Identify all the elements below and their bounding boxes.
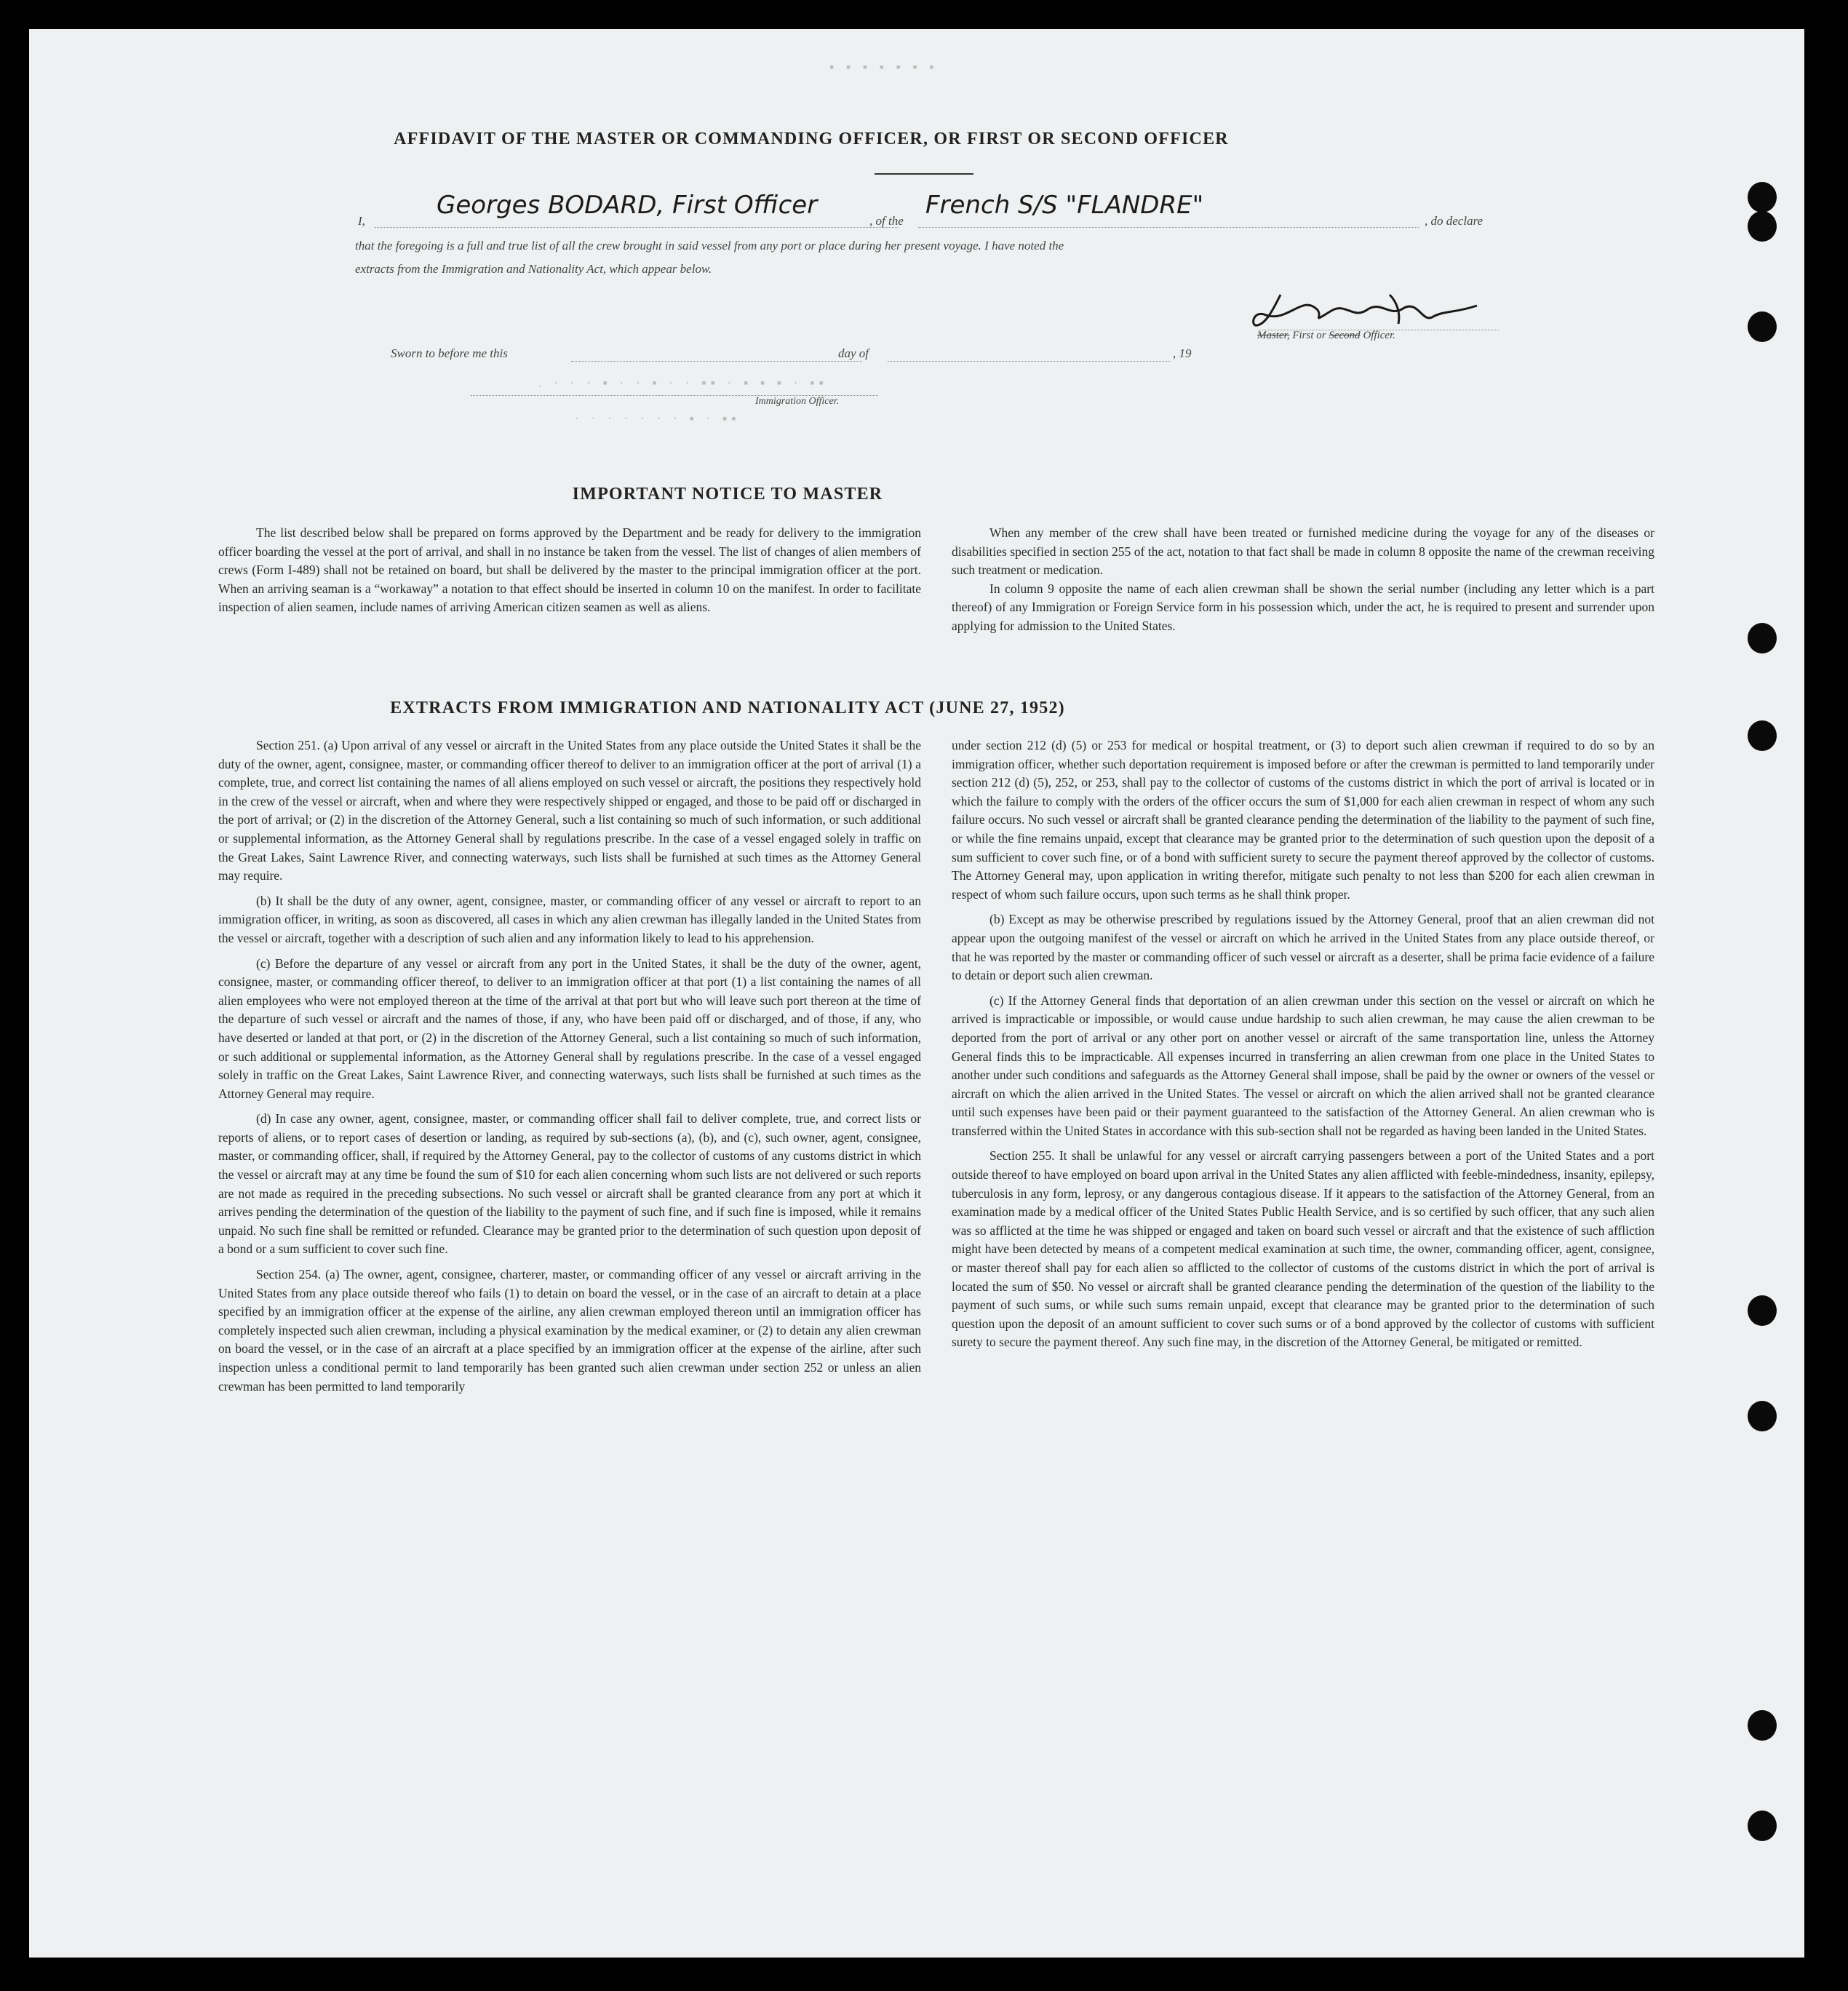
sworn-month-line: [888, 361, 1170, 362]
immigration-officer-label: Immigration Officer.: [755, 396, 840, 407]
vessel-handwritten: French S/S "FLANDRE": [925, 191, 1204, 220]
do-declare-label: , do declare: [1425, 214, 1483, 228]
notice-right-column: [952, 524, 1654, 643]
extracts-left-column: [218, 736, 921, 1402]
binder-hole: [1748, 1811, 1777, 1841]
declaration-prefix: I,: [358, 214, 365, 228]
extracts-right-column: [952, 736, 1654, 1359]
binder-hole: [1748, 1710, 1777, 1741]
vessel-line: [918, 227, 1419, 228]
first-or: First or: [1292, 330, 1326, 341]
section-254-c: (c) If the Attorney General finds that deportation of an alien crewman under this section on the vessel or aircraft on which he arrived is impracticable or impossible, or would cause undue hardship to such alien crewman, he may cause the alien crewman to be deported from the port of arrival or any other port on another vessel or aircraft of the same transportation line, unless the Attorney General finds this to be impracticable. All expenses incurred in transferring an alien crewman from one place in the United States to another under such conditions and safeguards as the Attorney General shall impose, shall be paid by the owner or owners of the vessel or aircraft on which the alien arrived in the United States. The vessel or aircraft on which the alien arrived shall not be granted clearance until such expenses have been paid or their payment guaranteed to the satisfaction of the Attorney General. An alien crewman who is transferred within the United States in accordance with this sub-section shall not be regarded as having been landed in the United States.: [952, 993, 1654, 1138]
document-page: [29, 29, 1804, 1958]
binder-hole: [1748, 211, 1777, 242]
sworn-text: Sworn to before me this: [391, 346, 508, 360]
struck-second: Second: [1329, 330, 1361, 341]
section-254-b: (b) Except as may be otherwise prescribed by regulations issued by the Attorney General, proof that an alien crewman did not appear upon the outgoing manifest of the vessel or aircraft on which he arrived in the United States from any place outside thereof, or that he was reported by the master or commanding officer of such vessel or aircraft as a deserter, shall be prima facie evidence of a failure to detain or deport such alien crewman.: [952, 912, 1654, 983]
show-through-marks: ▪ ▪ ▪ ▪ ▪ ▪ ▪: [829, 60, 939, 74]
binder-hole: [1748, 1295, 1777, 1326]
title-underline: [875, 173, 973, 175]
section-254-a-cont: under section 212 (d) (5) or 253 for medical or hospital treatment, or (3) to deport such alien crewman if required to do so by an immigration officer, whether such deportation requirement is imposed before or after the crewman is permitted to land temporarily under section 212 (d) (5), 252, or 253, shall pay to the collector of customs of the customs district in which the port of arrival is located or in which the failure to comply with the orders of the officer occurs the sum of $1,000 for each alien crewman in respect of whom any such failure occurs. No such vessel or aircraft shall be granted clearance pending the determination of the liability to the payment of such fine, or while the fine remains unpaid, except that clearance may be granted prior to the determination of such question upon the deposit of a sum sufficient to cover such fine, or of a bond with sufficient surety to secure the payment thereof approved by the collector of customs. The Attorney General may, upon application in writing therefor, mitigate such penalty to not less than $200 for each alien crewman in respect of whom such failure occurs, upon such terms as he shall think proper.: [952, 738, 1654, 902]
notice-left-paragraph: The list described below shall be prepared on forms approved by the Department and be ready for delivery to the immigration officer boarding the vessel at the port of arrival, and shall in no instance be taken from the vessel. The list of changes of alien members of crews (Form I-489) shall not be retained on board, but shall be delivered by the master to the principal immigration officer at the port. When an arriving seaman is a “workaway” a notation to that effect should be inserted in column 10 on the manifest. In order to facilitate inspection of alien seamen, include names of arriving American citizen seamen as well as aliens.: [218, 525, 921, 615]
section-255: Section 255. It shall be unlawful for any vessel or aircraft carrying passengers between a port of the United States and a port outside thereof to have employed on board upon arrival in the United States any alien afflicted with feeble-mindedness, insanity, epilepsy, tuberculosis in any form, leprosy, or any dangerous contagious disease. If it appears to the satisfaction of the Attorney General, from an examination made by a medical officer of the United States Public Health Service, and is so certified by such officer, that any such alien was so afflicted at the time he was shipped or engaged and taken on board such vessel or aircraft and that the existence of such affliction might have been detected by means of a competent medical examination at such time, the owner, commanding officer, agent, consignee, or master thereof shall pay for each alien so afflicted to the collector of customs of the customs district in which the port of arrival is located the sum of $50. No vessel or aircraft shall be granted clearance pending the determination of the question of the liability to the payment of such sums, or while such sums remain unpaid, except that clearance may be granted prior to the determination of such question upon the deposit of an amount sufficient to cover such sums or of a bond approved by the collector of customs with sufficient surety to secure the payment thereof. Any such fine may, in the discretion of the Attorney General, be mitigated or remitted.: [952, 1148, 1654, 1350]
affidavit-title: AFFIDAVIT OF THE MASTER OR COMMANDING OFFICER, OR FIRST OR SECOND OFFICER: [394, 130, 1229, 148]
officer-word: Officer.: [1363, 330, 1396, 341]
declaration-line-3: extracts from the Immigration and Nationality Act, which appear below.: [355, 262, 712, 276]
section-251-b: (b) It shall be the duty of any owner, agent, consignee, master, or commanding officer of any vessel or aircraft to report to an immigration officer, in writing, as soon as discovered, all cases in which any alien crewman has illegally landed in the United States from the vessel or aircraft, together with a description of such alien and any information likely to lead to his apprehension.: [218, 893, 921, 945]
binder-hole: [1748, 623, 1777, 653]
year-label: , 19: [1173, 346, 1192, 360]
section-251-c: (c) Before the departure of any vessel or aircraft from any port in the United States, it shall be the duty of the owner, agent, consignee, master, or commanding officer thereof, to deliver to an immigration officer at that port (1) a list containing the names of all alien employees who were not employed thereon at the time of the arrival at that port but who will leave such port thereon at the time of the departure of such vessel or aircraft and the names of those, if any, who have been paid off or discharged, and of those, if any, who have deserted or landed at that port, or (2) in the discretion of the Attorney General, such a list containing so much of such information, or such additional or supplemental information, as the Attorney General shall by regulations prescribe. In the case of a vessel engaged solely in traffic on the Great Lakes, Saint Lawrence River, and connecting waterways, such lists shall be furnished at such times as the Attorney General may require.: [218, 955, 921, 1101]
of-the-label: , of the: [869, 214, 904, 228]
binder-hole: [1748, 720, 1777, 751]
notice-right-paragraph-1: When any member of the crew shall have been treated or furnished medicine during the voyage for any of the diseases or disabilities specified in section 255 of the act, notation to that fact shall be made in column 8 opposite the name of the crewman receiving such treatment or medication.: [952, 525, 1654, 578]
section-251-d: (d) In case any owner, agent, consignee, master, or commanding officer shall fail to deliver complete, true, and correct lists or reports of aliens, or to report cases of desertion or landing, as required by sub-sections (a), (b), and (c), such owner, agent, consignee, master, or commanding officer, shall, if required by the Attorney General, pay to the collector of customs of any customs district in which the vessel or aircraft may at any time be found the sum of $10 for each alien concerning whom such lists are not delivered or such reports are not made as required in the preceding subsections. No such vessel or aircraft shall be granted clearance from any port at which it arrives pending the determination of the question of the liability to the payment of such fine, and if such fine is imposed, while it remains unpaid. No such fine shall be remitted or refunded. Clearance may be granted prior to the determination of such question upon deposit of a bond or a sum sufficient to cover such fine.: [218, 1111, 921, 1257]
sworn-day-line: [571, 361, 862, 362]
signature-caption: [1257, 330, 1395, 342]
notice-title: IMPORTANT NOTICE TO MASTER: [572, 485, 883, 504]
section-254-a: Section 254. (a) The owner, agent, consignee, charterer, master, or commanding officer of any vessel or aircraft arriving in the United States from any place outside thereof who fails (1) to detain on board the vessel, or in the case of an aircraft to detain at a place specified by an immigration officer at the expense of the airline, any alien crewman employed thereon until an immigration officer has completely inspected such alien crewman, including a physical examination by the medical examiner, or (2) to detain any alien crewman on board the vessel, or in the case of an aircraft at a place specified by an immigration officer at the expense of the airline, after such inspection unless a conditional permit to land temporarily has been granted such alien crewman under section 252 or unless an alien crewman has been permitted to land temporarily: [218, 1267, 921, 1394]
struck-master: Master,: [1257, 330, 1290, 341]
notice-right-paragraph-2: In column 9 opposite the name of each alien crewman shall be shown the serial number (including any letter which is a part thereof) of any Immigration or Foreign Service form in his possession which, under the act, he is required to present and surrender upon applying for admission to the United States.: [952, 581, 1654, 633]
name-line: [375, 227, 899, 228]
show-through-row: . · · · ▪ · · ▪ · · ▪▪ · ▪ ▪ ▪ · ▪▪: [538, 375, 828, 390]
binder-hole: [1748, 311, 1777, 342]
officer-name-handwritten: Georges BODARD, First Officer: [437, 191, 818, 220]
extracts-title: EXTRACTS FROM IMMIGRATION AND NATIONALITY ACT (JUNE 27, 1952): [390, 699, 1065, 718]
declaration-line-2: that the foregoing is a full and true list of all the crew brought in said vessel from any port or place during her present voyage. I have noted the: [355, 239, 1064, 253]
notice-left-column: [218, 524, 921, 624]
show-through-row: · · · · · · · ▪ · ▪▪: [575, 411, 741, 426]
binder-hole: [1748, 1401, 1777, 1431]
day-of-label: day of: [838, 346, 869, 360]
binder-hole: [1748, 182, 1777, 212]
section-251-a: Section 251. (a) Upon arrival of any vessel or aircraft in the United States from any place outside the United States it shall be the duty of the owner, agent, consignee, master, or commanding officer thereof to deliver to an immigration officer at the port of arrival (1) a complete, true, and correct list containing the names of all aliens employed on such vessel or aircraft, the positions they respectively hold in the crew of the vessel or aircraft, when and where they were respectively shipped or engaged, and those to be paid off or discharged in the port of arrival; or (2) in the discretion of the Attorney General, such a list containing so much of such information, or such additional or supplemental information, as the Attorney General shall by regulations prescribe. In the case of a vessel engaged solely in traffic on the Great Lakes, Saint Lawrence River, and connecting waterways, such lists shall be furnished at such times as the Attorney General may require.: [218, 738, 921, 883]
